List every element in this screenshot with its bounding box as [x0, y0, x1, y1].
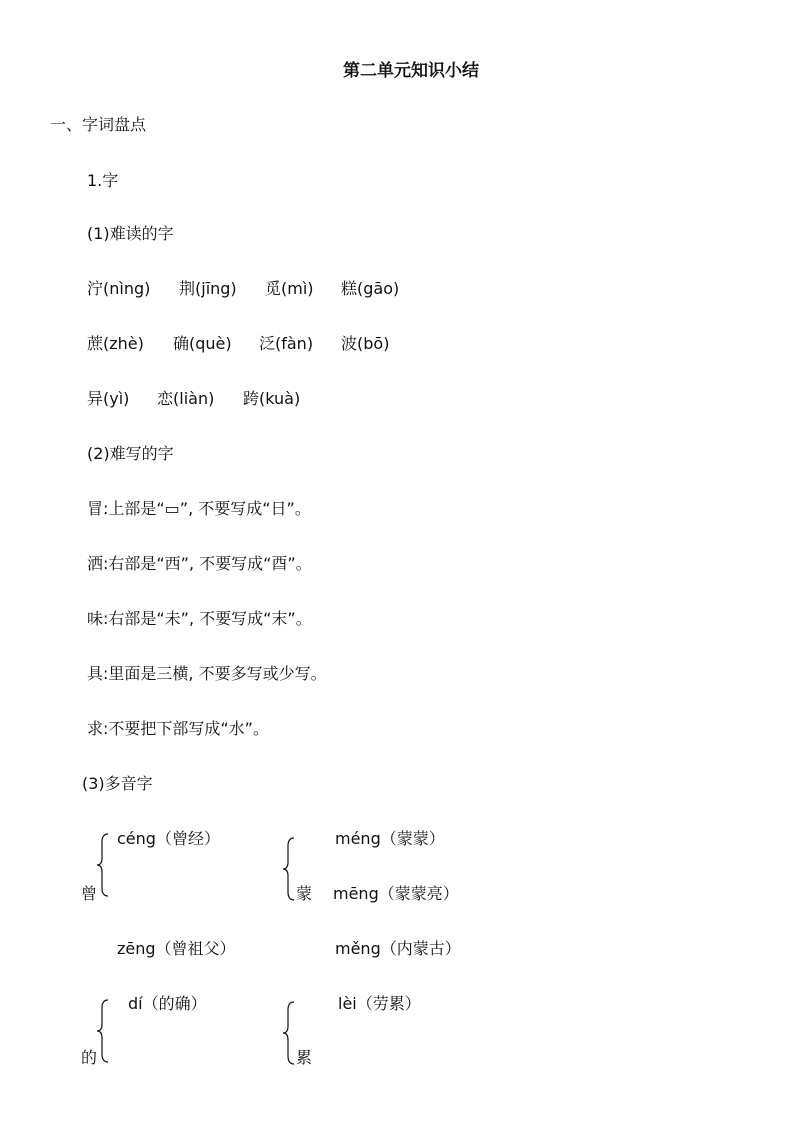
polyphone-char: 蒙 — [296, 884, 313, 903]
hard-read-item: 恋(liàn) — [157, 389, 215, 408]
hard-read-item: 荆(jīng) — [179, 279, 237, 298]
polyphone-char: 累 — [296, 1048, 313, 1067]
left-brace-icon — [282, 1000, 296, 1066]
hard-write-line: 求:不要把下部写成“水”。 — [87, 719, 269, 738]
polyphone-char: 曾 — [81, 884, 98, 903]
subsection-heading: 1.字 — [87, 171, 119, 190]
hard-read-item: 糕(gāo) — [341, 279, 400, 298]
left-brace-icon — [282, 836, 296, 902]
page-title: 第二单元知识小结 — [343, 61, 479, 81]
hard-write-heading: (2)难写的字 — [87, 444, 174, 463]
hard-write-line: 具:里面是三横, 不要多写或少写。 — [87, 664, 327, 683]
hard-read-item: 异(yì) — [87, 389, 130, 408]
hard-read-item: 确(què) — [173, 334, 232, 353]
polyphone-reading: mēng（蒙蒙亮） — [333, 884, 459, 903]
hard-read-item: 泞(nìng) — [87, 279, 151, 298]
hard-read-item: 跨(kuà) — [243, 389, 301, 408]
hard-read-item: 蔗(zhè) — [87, 334, 144, 353]
left-brace-icon — [96, 998, 110, 1064]
polyphone-heading: (3)多音字 — [82, 774, 153, 793]
hard-read-item: 波(bō) — [341, 334, 390, 353]
polyphone-reading: lèi（劳累） — [338, 994, 421, 1013]
left-brace-icon — [96, 832, 110, 898]
polyphone-reading: dí（的确） — [128, 994, 207, 1013]
polyphone-reading: měng（内蒙古） — [335, 939, 461, 958]
hard-read-heading: (1)难读的字 — [87, 224, 174, 243]
polyphone-reading: méng（蒙蒙） — [335, 829, 445, 848]
hard-read-item: 觅(mì) — [265, 279, 314, 298]
hard-read-item: 泛(fàn) — [259, 334, 314, 353]
polyphone-reading: zēng（曾祖父） — [117, 939, 236, 958]
section-heading: 一、字词盘点 — [50, 115, 147, 134]
hard-write-line: 味:右部是“未”, 不要写成“末”。 — [87, 609, 312, 628]
hard-write-line: 洒:右部是“西”, 不要写成“酉”。 — [87, 554, 312, 573]
hard-write-line: 冒:上部是“▭”, 不要写成“日”。 — [87, 499, 311, 518]
polyphone-reading: céng（曾经） — [117, 829, 220, 848]
polyphone-char: 的 — [81, 1048, 98, 1067]
